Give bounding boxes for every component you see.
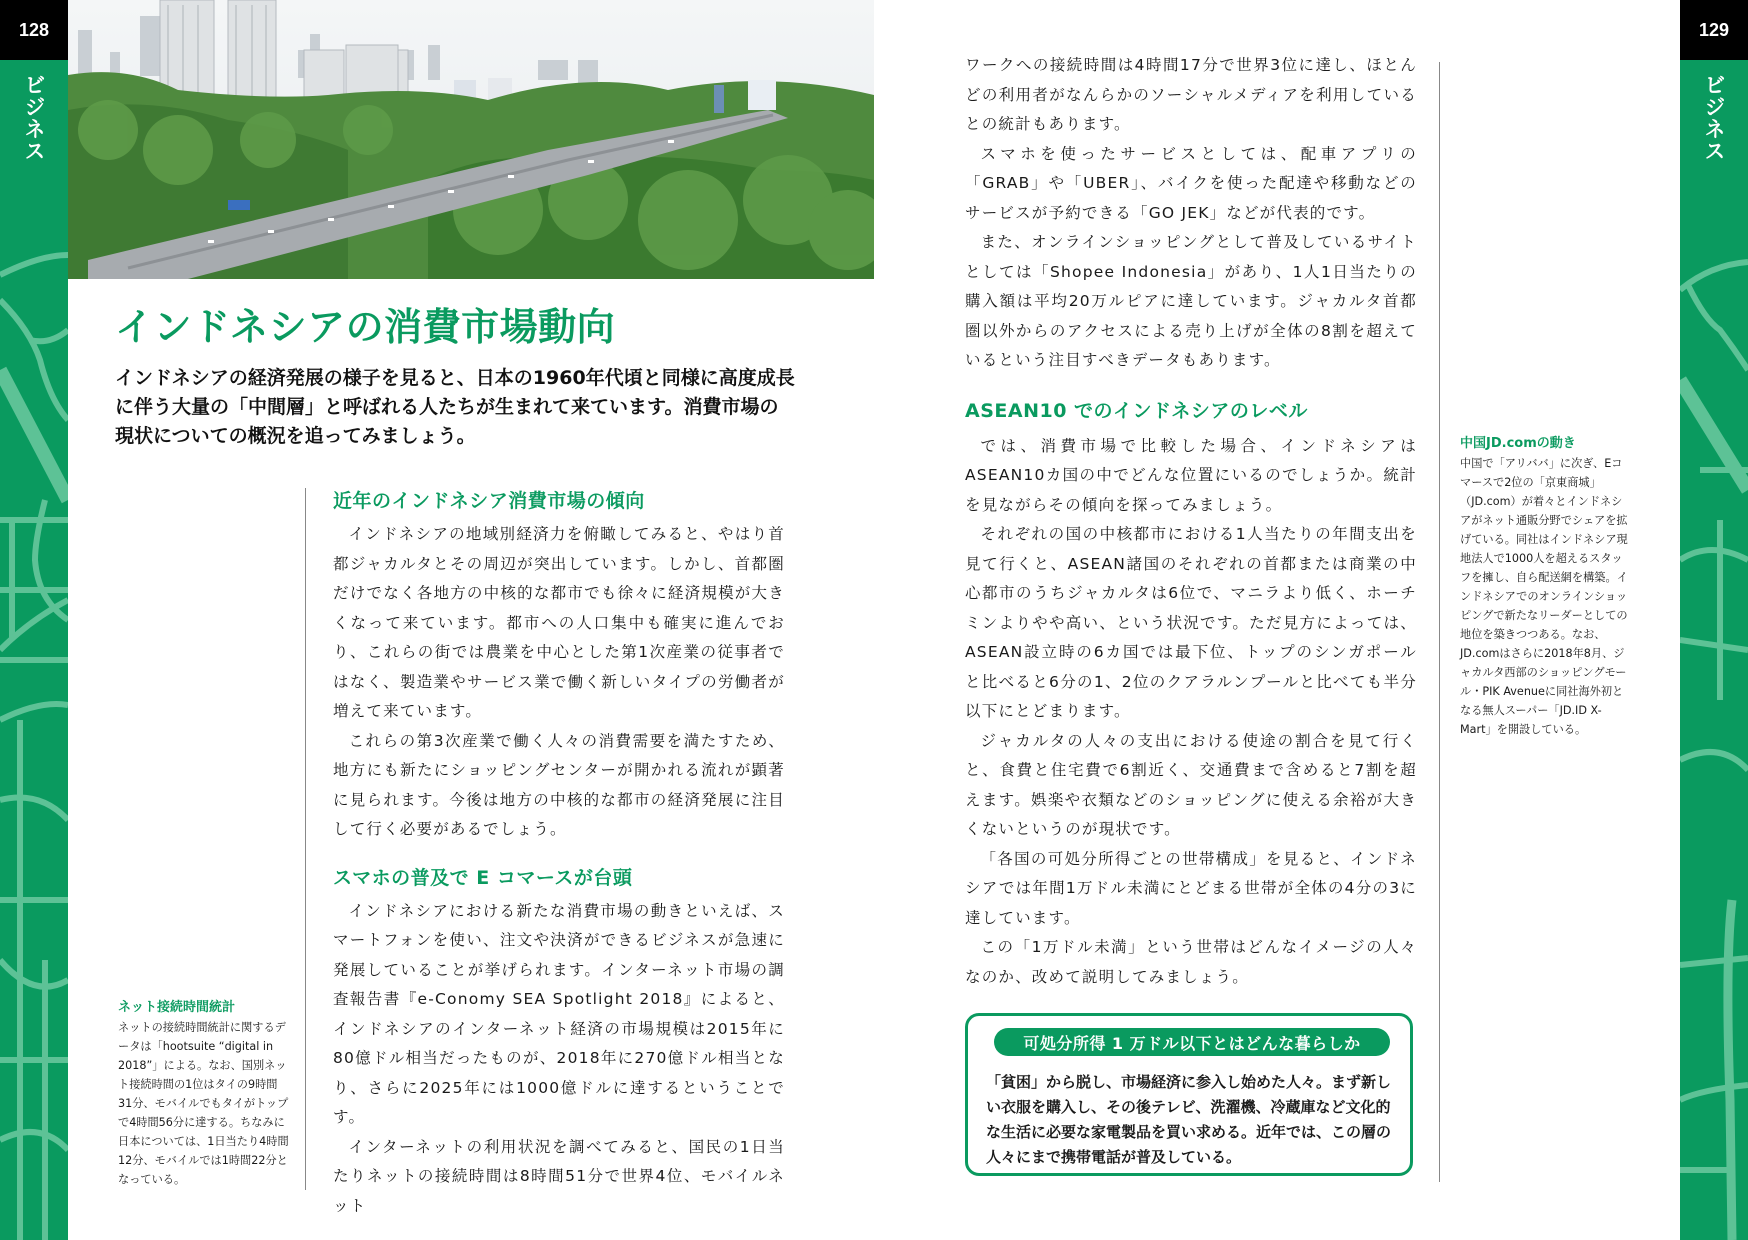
page-number: 128 <box>0 0 68 60</box>
page-number: 129 <box>1680 0 1748 60</box>
left-section-tab <box>0 0 68 1240</box>
body-paragraph: これらの第3次産業で働く人々の消費需要を満たすため、地方にも新たにショッピングセンターが開かれる流れが顕著に見られます。今後は地方の中核的な都市の経済発展に注目して行く必要があるでしょう。 <box>333 731 785 838</box>
body-paragraph: 「各国の可処分所得ごとの世帯構成」を見ると、インドネシアでは年間1万ドル未満にとどまる世帯が全体の4分の3に達しています。 <box>965 849 1417 927</box>
sidenote-net-stats <box>118 998 290 1189</box>
body-paragraph: ジャカルタの人々の支出における使途の割合を見て行くと、食費と住宅費で6割近く、交通費まで含めると7割を超えます。娯楽や衣類などのショッピングに使える余裕が大きくないというのが現状です。 <box>965 731 1417 838</box>
page-title: インドネシアの消費市場動向 <box>115 305 616 349</box>
sidenote-heading: ネット接続時間統計 <box>118 1000 236 1015</box>
body-paragraph: スマホを使ったサービスとしては、配車アプリの「GRAB」や「UBER」、バイクを使った配達や移動などのサービスが予約できる「GO JEK」などが代表的です。 <box>965 144 1417 222</box>
callout-body: 「貧困」から脱し、市場経済に参入し始めた人々。まず新しい衣服を購入し、その後テレビ、洗濯機、冷蔵庫など文化的な生活に必要な家電製品を買い求める。近年では、この層の人々にまで携帯電話が普及している。 <box>986 1073 1392 1166</box>
section-heading: ASEAN10 でのインドネシアのレベル <box>965 399 1308 422</box>
callout-title: 可処分所得 1 万ドル以下とはどんな暮らしか <box>994 1028 1390 1056</box>
sidenote-jd-com <box>1460 434 1632 739</box>
callout-box <box>965 1013 1413 1176</box>
body-paragraph: それぞれの国の中核都市における1人当たりの年間支出を見て行くと、ASEAN諸国のそれぞれの首都または商業の中心都市のうちジャカルタは6位で、マニラより低く、ホーチミンよりやや高い、という状況です。ただ見方によっては、ASEAN設立時の6カ国では最下位、トップのシンガポールと比べると6分の1、2位のクアラルンプールと比べても半分以下にとどまります。 <box>965 525 1417 720</box>
body-paragraph: インドネシアの地域別経済力を俯瞰してみると、やはり首都ジャカルタとその周辺が突出しています。しかし、首都圏だけでなく各地方の中核的な都市でも徐々に経済規模が大きくなって来ています。都市への人口集中も確実に進んでおり、これらの街では農業を中心とした第1次産業の従事者ではなく、製造業やサービス業で働く新しいタイプの労働者が増えて来ています。 <box>333 525 785 720</box>
lead-paragraph: インドネシアの経済発展の様子を見ると、日本の1960年代頃と同様に高度成長に伴う大量の「中間層」と呼ばれる人たちが生まれて来ています。消費市場の現状についての概況を追ってみましょう。 <box>115 367 795 447</box>
section-heading: 近年のインドネシア消費市場の傾向 <box>333 490 645 512</box>
section-tab-label: ビジネス <box>1702 74 1726 162</box>
map-pattern-decoration <box>1680 0 1748 1240</box>
body-paragraph: インドネシアにおける新たな消費市場の動きといえば、スマートフォンを使い、注文や決済ができるビジネスが急速に発展していることが挙げられます。インターネット市場の調査報告書『e-Conomy SEA Spotlight 2018』によると、インドネシアのインターネット経済の市場規模は2015年に80億ドル相当だったものが、2018年に270億ドル相当となり、さらに2025年には1000億ドルに達するということです。 <box>333 901 785 1126</box>
section-tab-label: ビジネス <box>22 74 46 162</box>
sidenote-body: ネットの接続時間統計に関するデータは「hootsuite “digital in 2018”」による。なお、国別ネット接続時間の1位はタイの9時間31分、モバイルでもタイがトップで4時間56分に達する。ちなみに日本については、1日当たり4時間12分、モバイルでは1時間22分となっている。 <box>118 1021 289 1186</box>
section-heading: スマホの普及で E コマースが台頭 <box>333 866 633 889</box>
sidenote-body: 中国で「アリババ」に次ぎ、Eコマースで2位の「京東商城」（JD.com）が着々とインドネシアがネット通販分野でシェアを拡げている。同社はインドネシア現地法人で1000人を超えるスタッフを擁し、自ら配送網を構築。インドネシアでのオンラインショッピングで新たなリーダーとしての地位を築きつつある。なお、JD.comはさらに2018年8月、ジャカルタ西部のショッピングモール・PIK Avenueに同社海外初となる無人スーパー「JD.ID X-Mart」を開設している。 <box>1460 457 1628 736</box>
right-main-column <box>965 51 1417 992</box>
column-divider-right <box>1439 62 1440 1182</box>
column-divider-left <box>305 488 306 1190</box>
right-section-tab <box>1680 0 1748 1240</box>
body-paragraph: また、オンラインショッピングとして普及しているサイトとしては「Shopee Indonesia」があり、1人1日当たりの購入額は平均20万ルピアに達しています。ジャカルタ首都圏以外からのアクセスによる売り上げが全体の8割を超えているという注目すべきデータもあります。 <box>965 233 1417 369</box>
sidenote-heading: 中国JD.comの動き <box>1460 436 1576 451</box>
body-paragraph: では、消費市場で比較した場合、インドネシアはASEAN10カ国の中でどんな位置にいるのでしょうか。統計を見ながらその傾向を探ってみましょう。 <box>965 436 1417 514</box>
map-pattern-decoration <box>0 0 68 1240</box>
body-paragraph: この「1万ドル未満」という世帯はどんなイメージの人々なのか、改めて説明してみましょう。 <box>965 938 1417 986</box>
body-paragraph: インターネットの利用状況を調べてみると、国民の1日当たりネットの接続時間は8時間51分で世界4位、モバイルネット <box>333 1137 785 1215</box>
left-main-column <box>333 486 785 1221</box>
body-paragraph: ワークへの接続時間は4時間17分で世界3位に達し、ほとんどの利用者がなんらかのソーシャルメディアを利用しているとの統計もあります。 <box>965 56 1417 133</box>
jakarta-city-photo <box>68 0 874 279</box>
